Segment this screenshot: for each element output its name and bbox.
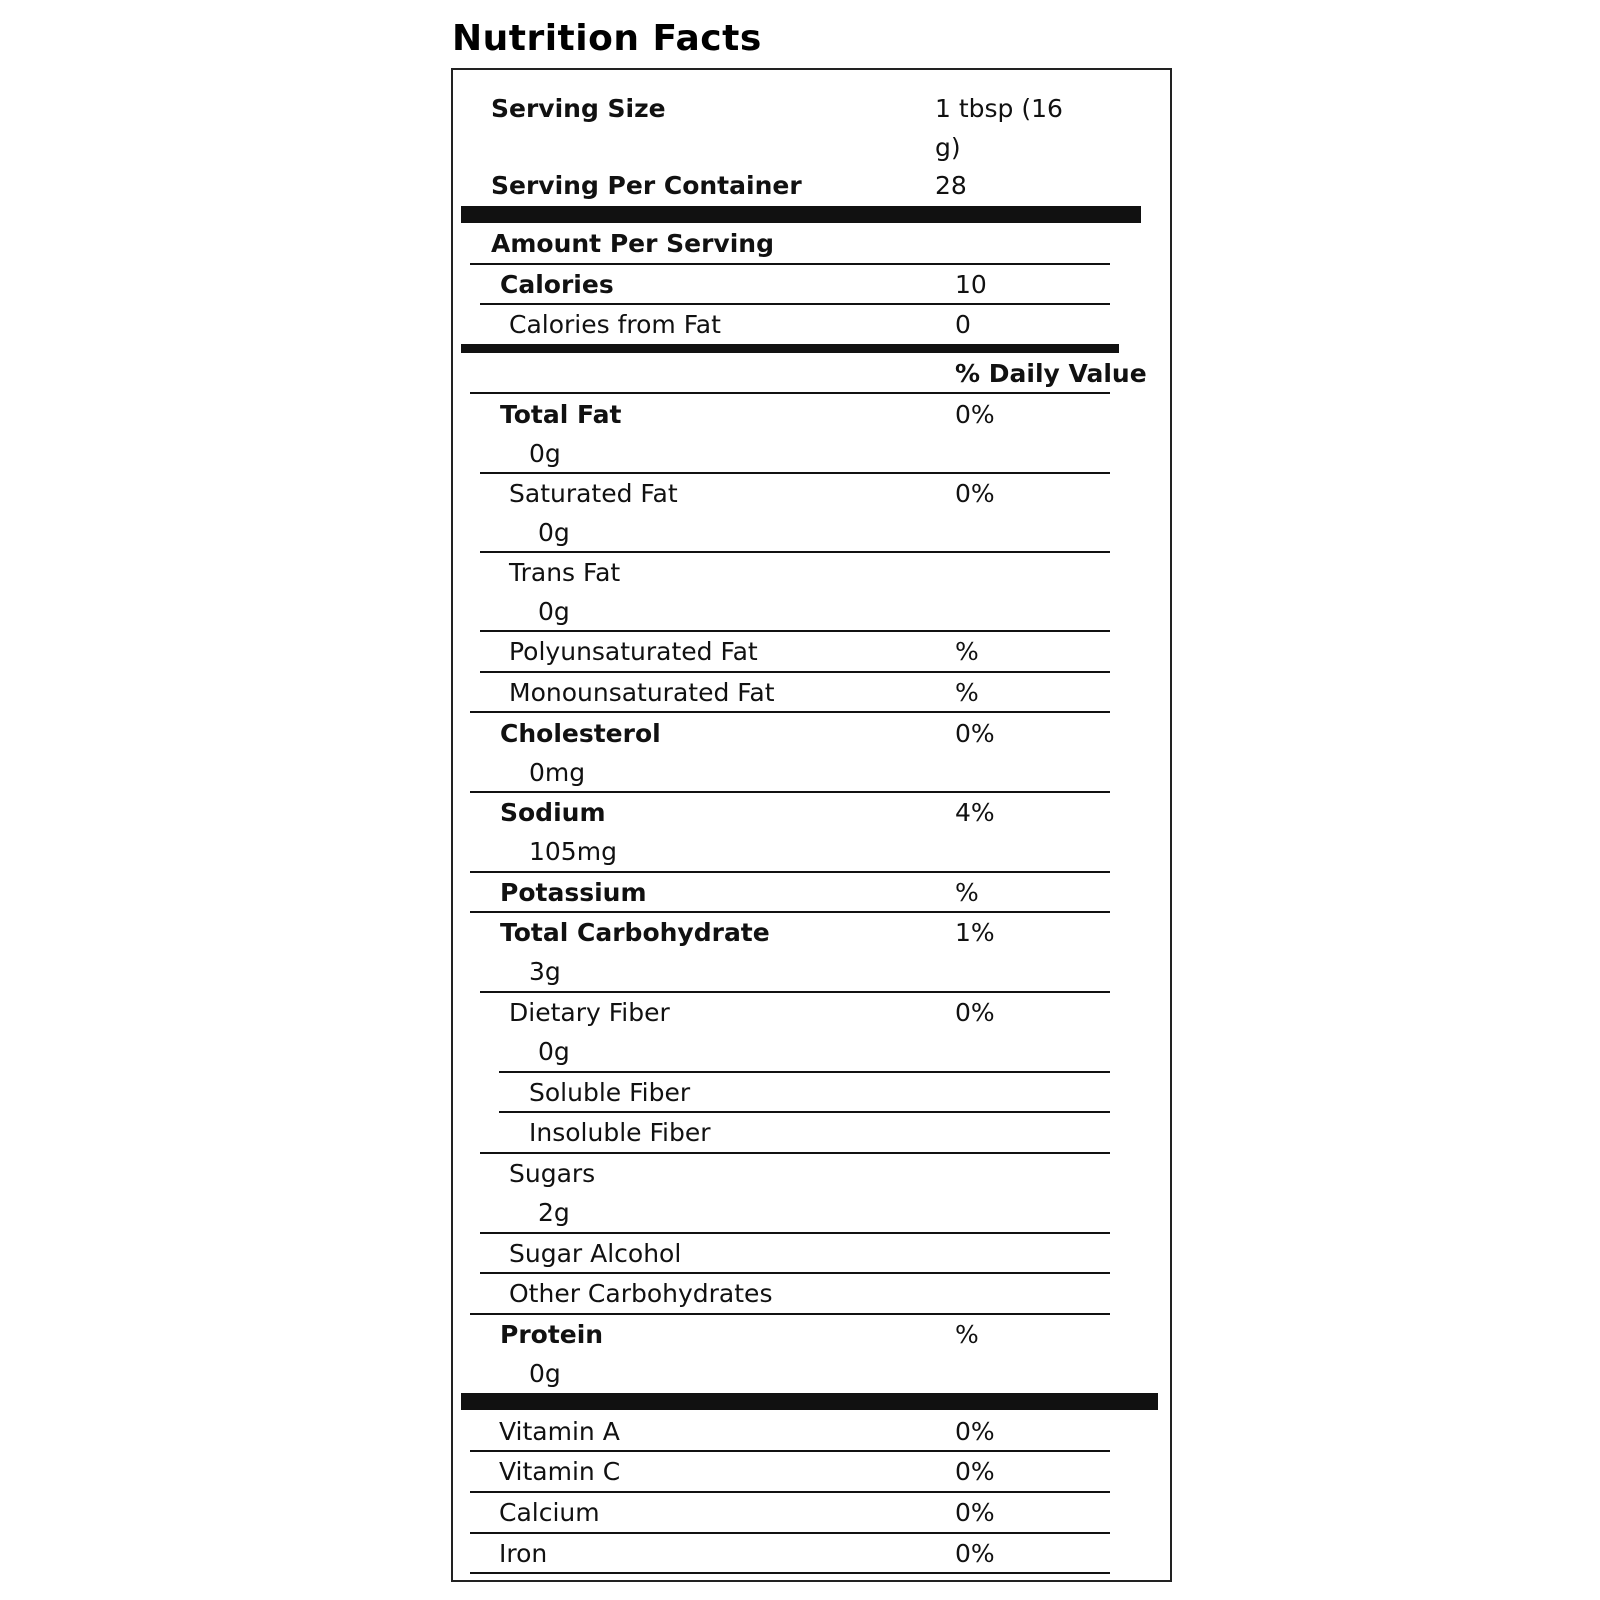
nutrient-label: Total Fat [500, 400, 622, 429]
divider [470, 1450, 1110, 1452]
divider [470, 1532, 1110, 1534]
nutrient-amount: 3g [529, 957, 561, 986]
amount-per-serving: Amount Per Serving [491, 229, 774, 258]
divider [480, 991, 1110, 993]
serving-size-value-cont: g) [935, 133, 961, 162]
vitamin-dv: 0% [955, 1417, 995, 1446]
nutrient-label: Cholesterol [500, 719, 661, 748]
divider [480, 1152, 1110, 1154]
nutrient-amount: 0mg [529, 758, 586, 787]
vitamin-label: Vitamin C [499, 1457, 621, 1486]
divider [480, 630, 1110, 632]
divider [470, 911, 1110, 913]
nutrient-label: Saturated Fat [509, 479, 678, 508]
vitamin-label: Iron [499, 1539, 548, 1568]
vitamin-dv: 0% [955, 1539, 995, 1568]
divider [470, 1491, 1110, 1493]
nutrient-amount: 105mg [529, 837, 617, 866]
nutrient-label: Other Carbohydrates [509, 1279, 773, 1308]
nutrient-label: Potassium [500, 878, 647, 907]
nutrient-dv: % [955, 878, 979, 907]
divider [480, 551, 1110, 553]
divider [480, 303, 1110, 305]
divider [470, 1572, 1110, 1574]
nutrient-label: Sugar Alcohol [509, 1239, 682, 1268]
nutrient-label: Polyunsaturated Fat [509, 637, 758, 666]
nutrient-label: Sodium [500, 798, 606, 827]
nutrient-amount: 2g [538, 1198, 570, 1227]
nutrient-dv: % [955, 637, 979, 666]
calories-from-fat-value: 0 [955, 310, 971, 339]
nutrient-amount: 0g [529, 1359, 561, 1388]
divider [470, 711, 1110, 713]
nutrient-label: Sugars [509, 1159, 596, 1188]
nutrient-amount: 0g [538, 1037, 570, 1066]
divider [480, 472, 1110, 474]
nutrient-label: Insoluble Fiber [529, 1118, 711, 1147]
calories-label: Calories [500, 270, 614, 299]
nutrient-dv: 0% [955, 479, 995, 508]
thick-divider [461, 1393, 1158, 1410]
nutrient-dv: 0% [955, 998, 995, 1027]
vitamin-dv: 0% [955, 1498, 995, 1527]
servings-per-container-label: Serving Per Container [491, 171, 802, 200]
serving-size-value: 1 tbsp (16 [935, 94, 1063, 123]
nutrient-label: Dietary Fiber [509, 998, 670, 1027]
divider [470, 392, 1110, 394]
nutrient-label: Total Carbohydrate [500, 918, 770, 947]
serving-size-label: Serving Size [491, 94, 666, 123]
nutrient-dv: 0% [955, 719, 995, 748]
divider [470, 263, 1110, 265]
divider [480, 671, 1110, 673]
divider [470, 791, 1110, 793]
divider [470, 871, 1110, 873]
nutrient-amount: 0g [538, 518, 570, 547]
divider [480, 1272, 1110, 1274]
divider [470, 1313, 1110, 1315]
vitamin-dv: 0% [955, 1457, 995, 1486]
nutrient-dv: 1% [955, 918, 995, 947]
daily-value-header: % Daily Value [955, 359, 1147, 388]
nutrient-label: Protein [500, 1320, 604, 1349]
servings-per-container-value: 28 [935, 171, 967, 200]
nutrient-label: Monounsaturated Fat [509, 678, 775, 707]
nutrient-label: Trans Fat [509, 558, 621, 587]
nutrient-dv: % [955, 1320, 979, 1349]
medium-divider [461, 344, 1119, 353]
divider [480, 1232, 1110, 1234]
nutrient-label: Soluble Fiber [529, 1078, 691, 1107]
nutrient-amount: 0g [538, 597, 570, 626]
label-title: Nutrition Facts [452, 18, 762, 59]
nutrient-dv: % [955, 678, 979, 707]
vitamin-label: Vitamin A [499, 1417, 620, 1446]
nutrient-dv: 0% [955, 400, 995, 429]
divider [499, 1071, 1110, 1073]
calories-value: 10 [955, 270, 987, 299]
nutrient-amount: 0g [529, 439, 561, 468]
nutrient-dv: 4% [955, 798, 995, 827]
divider [499, 1111, 1110, 1113]
thick-divider [461, 206, 1141, 223]
calories-from-fat-label: Calories from Fat [509, 310, 721, 339]
vitamin-label: Calcium [499, 1498, 600, 1527]
